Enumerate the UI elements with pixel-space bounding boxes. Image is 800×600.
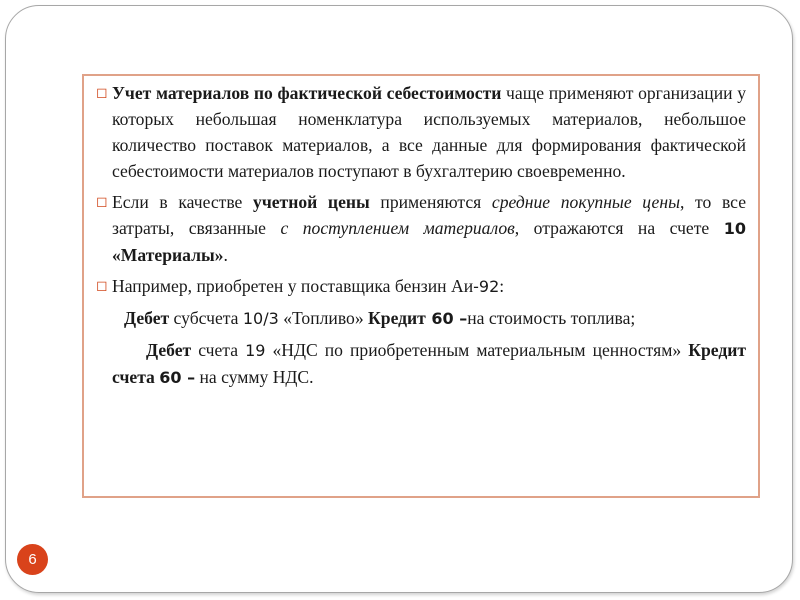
bold-term: учетной цены xyxy=(253,192,370,212)
italic-term: с поступлением материалов xyxy=(280,218,515,238)
text-run: : xyxy=(499,276,505,296)
paragraph-example xyxy=(96,273,746,300)
credit-label: Кредит xyxy=(368,308,426,328)
credit-label: Кредит счета xyxy=(112,340,747,387)
account-number: 19 xyxy=(245,341,266,360)
text-run: , отражаются на счете xyxy=(514,218,724,238)
square-bullet-icon: ◻ xyxy=(96,85,108,101)
text-run: счета xyxy=(191,340,246,360)
account-number: 60 – xyxy=(159,368,196,387)
text-run: на стоимость топлива; xyxy=(467,308,636,328)
text-run: Если в качестве xyxy=(112,192,254,212)
text-run: , то все затраты, связанные xyxy=(112,192,747,238)
text-run: Например, приобретен у поставщика бензин Аи xyxy=(112,276,474,296)
italic-term: средние покупные цены xyxy=(491,192,680,212)
text-run: на сумму НДС. xyxy=(195,367,314,387)
square-bullet-icon: ◻ xyxy=(96,278,108,294)
content-box xyxy=(82,74,760,498)
debit-label: Дебет xyxy=(146,340,192,360)
fuel-grade: -92 xyxy=(473,277,500,296)
paragraph-average-price xyxy=(96,189,746,268)
text-run: применяются xyxy=(369,192,492,212)
paragraph-text xyxy=(112,273,746,300)
entry-vat xyxy=(96,337,746,391)
account-number: 60 – xyxy=(425,309,468,328)
square-bullet-icon: ◻ xyxy=(96,194,108,210)
account-name: «Материалы» xyxy=(112,245,224,265)
text-run: чаще применяют организации у которых небольшая номенклатура используемых материалов, небольшое количество поставок материалов, а все данные для формирования фактической себестоимости материалов поступают в бухгалтерию своевременно. xyxy=(112,83,746,181)
paragraph-fact-cost xyxy=(96,80,746,184)
text-run: «НДС по приобретенным материальным ценностям» xyxy=(265,340,689,360)
entry-fuel xyxy=(96,305,746,332)
bold-lead: Учет материалов по фактической себестоимости xyxy=(112,83,502,103)
text-run: . xyxy=(223,245,228,265)
paragraph-text xyxy=(112,189,746,268)
text-run: «Топливо» xyxy=(278,308,369,328)
page-number-badge: 6 xyxy=(17,544,48,575)
paragraph-text xyxy=(112,80,746,184)
account-number: 10/3 xyxy=(242,309,279,328)
debit-label: Дебет xyxy=(124,308,170,328)
account-number: 10 xyxy=(723,219,746,238)
text-run: субсчета xyxy=(169,308,243,328)
